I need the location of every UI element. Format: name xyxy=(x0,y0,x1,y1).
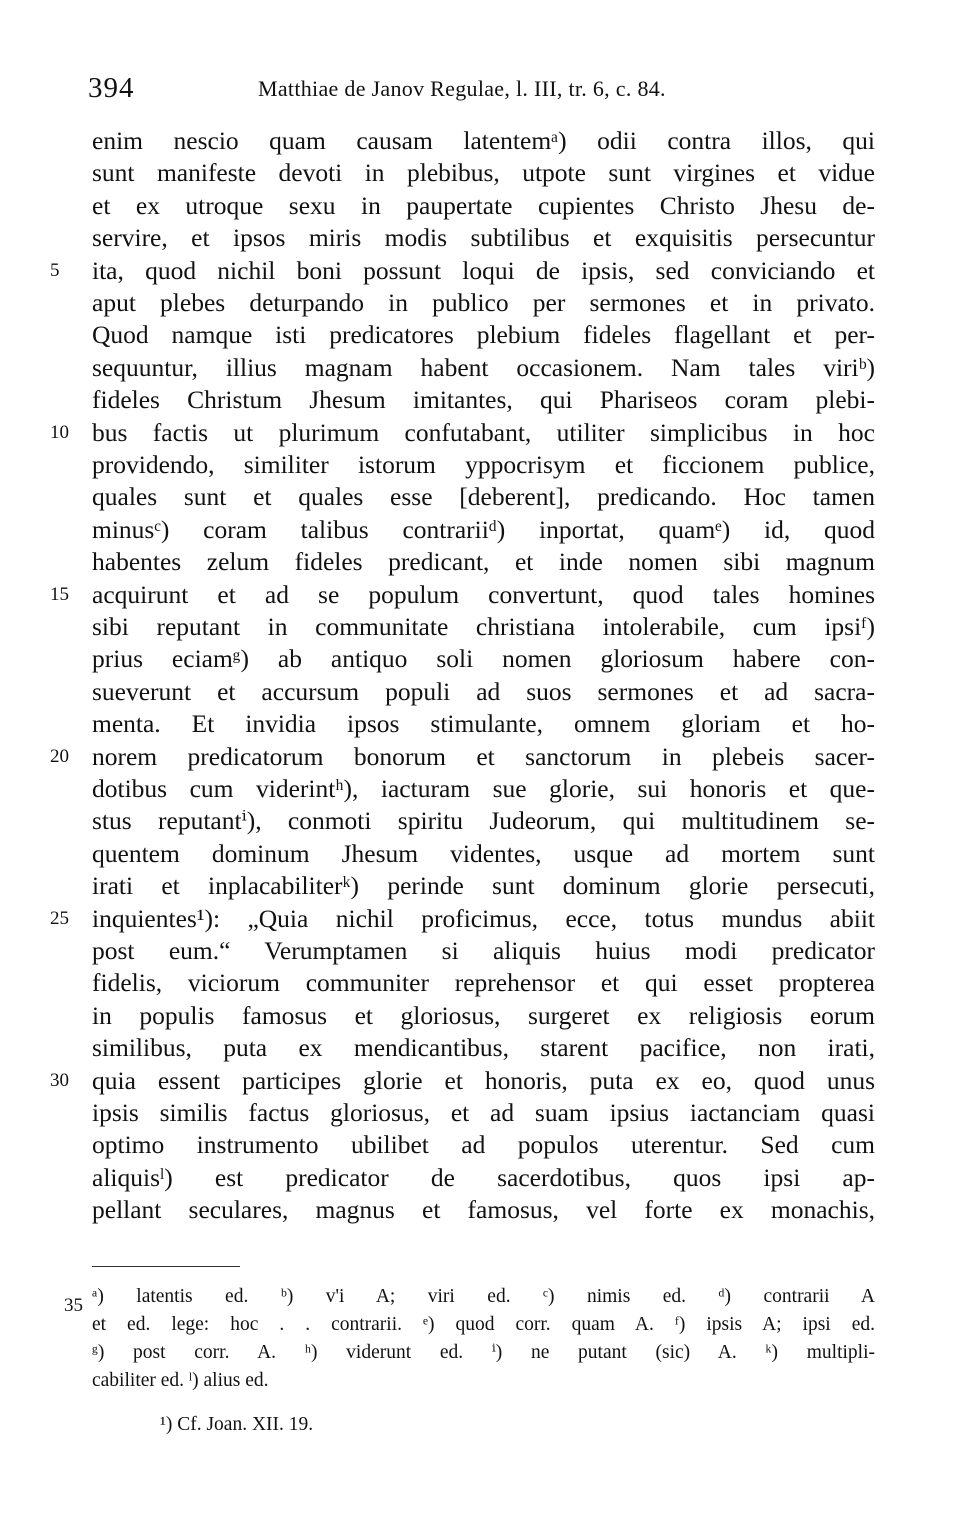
text-line: optimo instrumento ubilibet ad populos uterentur. Sed cum xyxy=(92,1130,875,1160)
footnote-divider xyxy=(92,1266,240,1267)
text-line: norem predicatorum bonorum et sanctorum in plebeis sacer- xyxy=(92,741,875,771)
text-line: sibi reputant in communitate christiana intolerabile, cum ipsiᶠ) xyxy=(92,612,875,641)
page-header xyxy=(0,72,960,112)
text-line: menta. Et invidia ipsos stimulante, omnem gloriam et ho- xyxy=(92,709,875,739)
text-line: acquirunt et ad se populum convertunt, quod tales homines xyxy=(92,579,875,609)
footnote-line: cabiliter ed. ˡ) alius ed. xyxy=(92,1370,269,1391)
source-note: ¹) Cf. Joan. XII. 19. xyxy=(160,1414,314,1435)
text-line: inquientes¹): „Quia nichil proficimus, ecce, totus mundus abiit xyxy=(92,903,875,933)
text-line: fideles Christum Jhesum imitantes, qui Phariseos coram plebi- xyxy=(92,385,875,415)
text-line: ipsis similis factus gloriosus, et ad suam ipsius iactanciam quasi xyxy=(92,1098,875,1127)
text-line: sunt manifeste devoti in plebibus, utpote sunt virgines et vidue xyxy=(92,158,875,188)
page-number: 394 xyxy=(88,72,135,104)
text-line: quentem dominum Jhesum videntes, usque ad mortem sunt xyxy=(92,838,875,868)
text-line: et ex utroque sexu in paupertate cupientes Christo Jhesu de- xyxy=(92,190,875,220)
text-line: servire, et ipsos miris modis subtilibus et exquisitis persecuntur xyxy=(92,223,875,253)
line-number: 5 xyxy=(50,259,60,281)
text-line: bus factis ut plurimum confutabant, utiliter simplicibus in hoc xyxy=(92,417,875,447)
text-line: sequuntur, illius magnam habent occasionem. Nam tales viriᵇ) xyxy=(92,352,875,382)
line-number: 10 xyxy=(50,421,69,443)
text-line: providendo, similiter istorum yppocrisym et ficcionem publice, xyxy=(92,450,875,479)
text-line: aliquisˡ) est predicator de sacerdotibus, quos ipsi ap- xyxy=(92,1162,875,1192)
line-number: 30 xyxy=(50,1069,69,1091)
text-line: quales sunt et quales esse [deberent], predicando. Hoc tamen xyxy=(92,482,875,512)
text-line: aput plebes deturpando in publico per sermones et in privato. xyxy=(92,288,875,317)
text-line: Quod namque isti predicatores plebium fideles flagellant et per- xyxy=(92,320,875,350)
text-line: stus reputantⁱ), conmoti spiritu Judeorum, qui multitudinem se- xyxy=(92,806,875,836)
text-line: minusᶜ) coram talibus contrariiᵈ) inportat, quamᵉ) id, quod xyxy=(92,514,875,544)
text-line: quia essent participes glorie et honoris, puta ex eo, quod unus xyxy=(92,1065,875,1095)
footnote-line: ᵃ) latentis ed. ᵇ) v'i A; viri ed. ᶜ) nimis ed. ᵈ) contrarii A xyxy=(92,1286,875,1307)
footnote-line-number: 35 xyxy=(64,1295,83,1316)
text-line: prius eciamᵍ) ab antiquo soli nomen gloriosum habere con- xyxy=(92,644,875,674)
running-title: Matthiae de Janov Regulae, l. III, tr. 6, c. 84. xyxy=(258,76,666,101)
text-line: sueverunt et accursum populi ad suos sermones et ad sacra- xyxy=(92,676,875,706)
line-number: 15 xyxy=(50,583,69,605)
text-line: pellant seculares, magnus et famosus, vel forte ex monachis, xyxy=(92,1195,875,1225)
footnote-line: ᵍ) post corr. A. ʰ) viderunt ed. ⁱ) ne putant (sic) A. ᵏ) multipli- xyxy=(92,1342,875,1363)
text-line: in populis famosus et gloriosus, surgeret ex religiosis eorum xyxy=(92,1000,875,1030)
text-line: similibus, puta ex mendicantibus, starent pacifice, non irati, xyxy=(92,1033,875,1063)
text-line: fidelis, viciorum communiter reprehensor et qui esset propterea xyxy=(92,968,875,998)
text-line: dotibus cum viderintʰ), iacturam sue glorie, sui honoris et que- xyxy=(92,774,875,803)
text-line: post eum.“ Verumptamen si aliquis huius modi predicator xyxy=(92,936,875,965)
text-line: ita, quod nichil boni possunt loqui de ipsis, sed conviciando et xyxy=(92,255,875,285)
text-line: enim nescio quam causam latentemᵃ) odii contra illos, qui xyxy=(92,126,875,155)
text-line: habentes zelum fideles predicant, et inde nomen sibi magnum xyxy=(92,547,875,577)
footnote-line: et ed. lege: hoc . . contrarii. ᵉ) quod corr. quam A. ᶠ) ipsis A; ipsi ed. xyxy=(92,1314,875,1335)
text-line: irati et inplacabiliterᵏ) perinde sunt dominum glorie persecuti, xyxy=(92,871,875,901)
line-number: 25 xyxy=(50,907,69,929)
line-number: 20 xyxy=(50,745,69,767)
